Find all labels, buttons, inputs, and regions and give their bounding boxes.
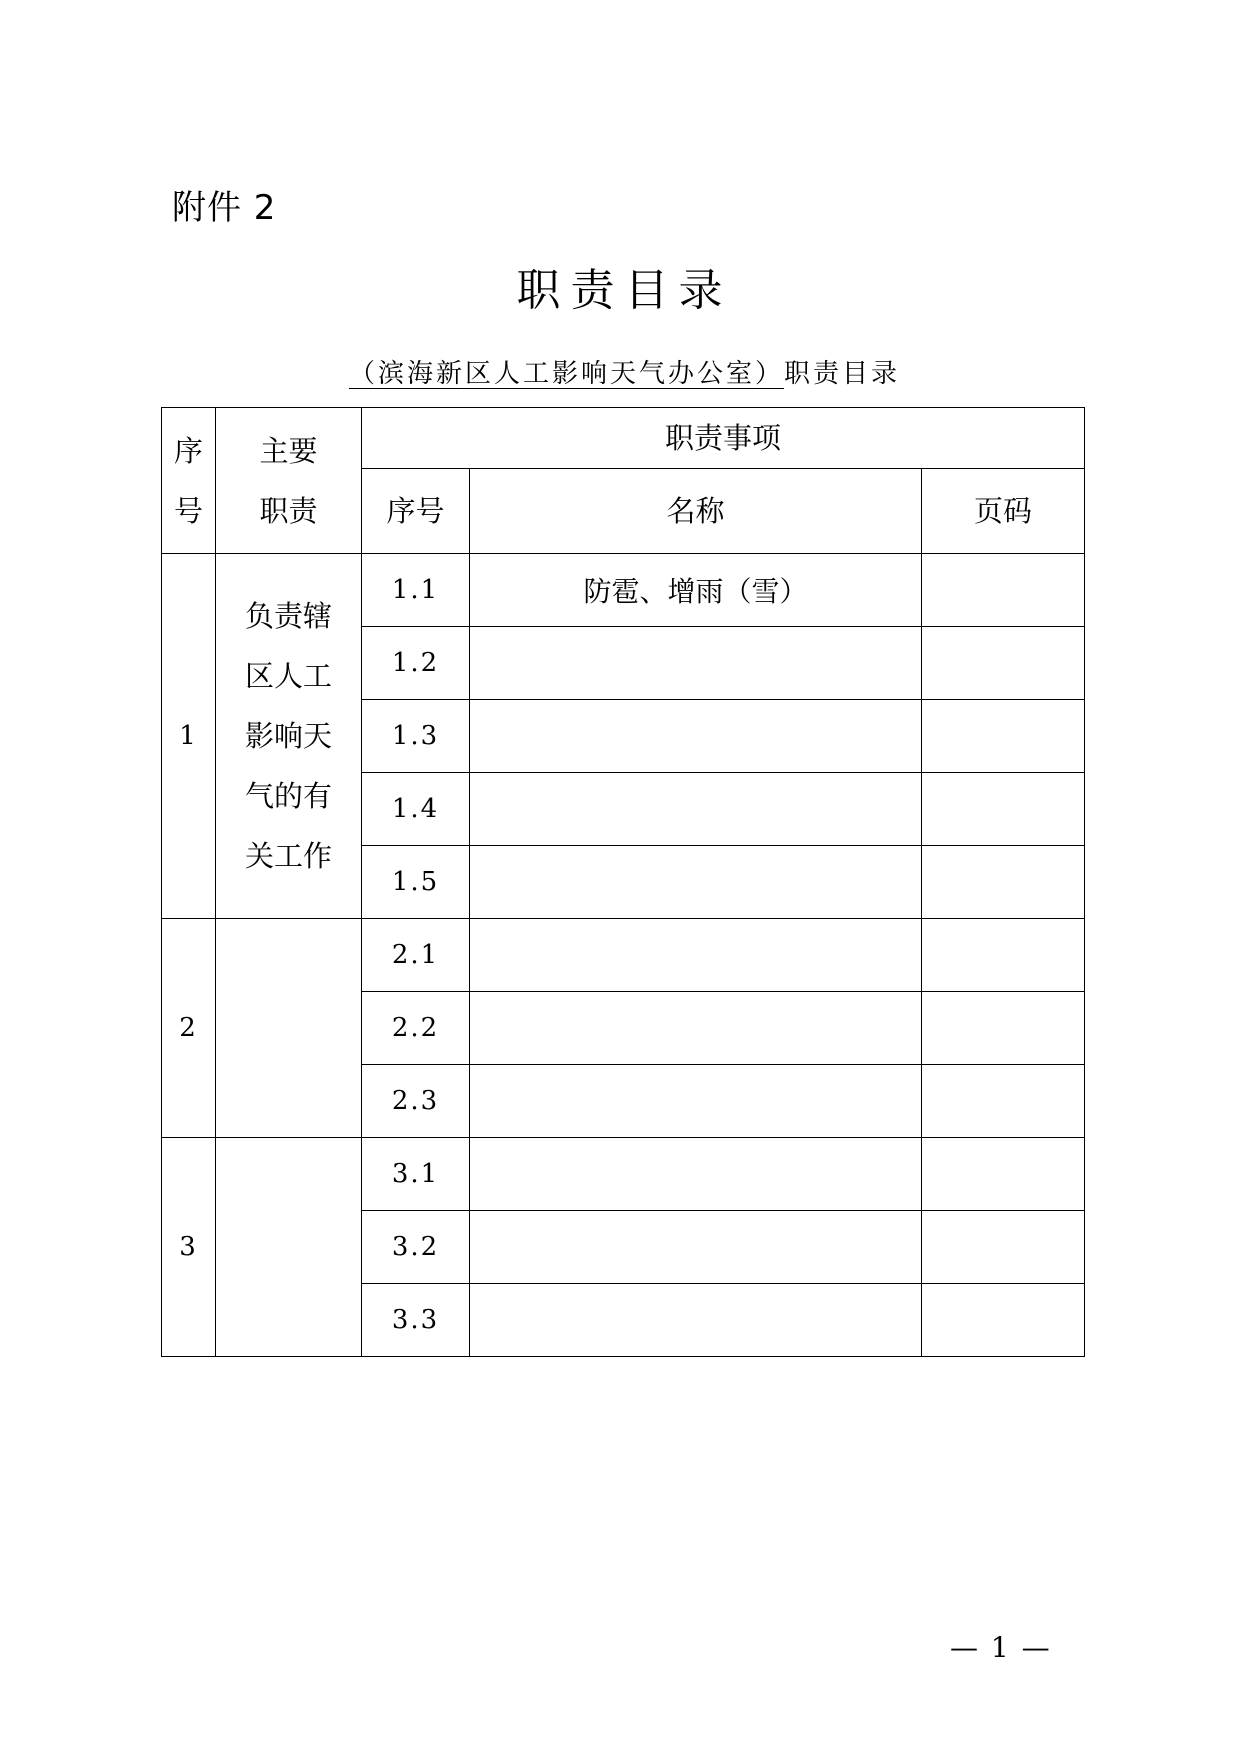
item-name xyxy=(470,992,922,1065)
item-seq: 3.2 xyxy=(362,1211,470,1284)
group-main-duty xyxy=(216,919,362,1138)
subtitle-suffix: 职责目录 xyxy=(784,359,901,389)
header-main-duty-text: 主要职责 xyxy=(259,433,318,528)
duty-table-header xyxy=(162,408,1085,554)
main-duty-text: 负责辖区人工影响天气的有关工作 xyxy=(244,599,332,873)
table-row xyxy=(162,554,1085,627)
document-title: 职责目录 xyxy=(516,265,733,316)
organization-name: （滨海新区人工影响天气办公室） xyxy=(348,359,784,389)
group-main-duty xyxy=(216,1138,362,1357)
item-seq: 1.4 xyxy=(362,773,470,846)
item-page xyxy=(922,846,1085,919)
page-number: — 1 — xyxy=(950,1631,1052,1664)
group-seq: 1 xyxy=(162,554,216,919)
item-seq: 2.2 xyxy=(362,992,470,1065)
item-name xyxy=(470,773,922,846)
item-page xyxy=(922,1211,1085,1284)
item-name xyxy=(470,846,922,919)
item-page xyxy=(922,1065,1085,1138)
item-name xyxy=(470,627,922,700)
item-name xyxy=(470,1284,922,1357)
item-seq: 2.1 xyxy=(362,919,470,992)
item-seq: 1.5 xyxy=(362,846,470,919)
table-row xyxy=(162,1138,1085,1211)
header-duty-items: 职责事项 xyxy=(362,408,1085,469)
header-item-name: 名称 xyxy=(470,469,922,554)
header-main-duty xyxy=(216,408,362,554)
item-seq: 2.3 xyxy=(362,1065,470,1138)
group-seq: 3 xyxy=(162,1138,216,1357)
item-seq: 3.1 xyxy=(362,1138,470,1211)
item-page xyxy=(922,1284,1085,1357)
header-page: 页码 xyxy=(922,469,1085,554)
item-name: 防雹、增雨（雪） xyxy=(470,554,922,627)
item-name xyxy=(470,1211,922,1284)
item-seq: 1.2 xyxy=(362,627,470,700)
group-main-duty xyxy=(216,554,362,919)
item-page xyxy=(922,992,1085,1065)
item-page xyxy=(922,1138,1085,1211)
item-seq: 1.3 xyxy=(362,700,470,773)
attachment-label: 附件 2 xyxy=(172,188,277,228)
item-page xyxy=(922,919,1085,992)
item-name xyxy=(470,919,922,992)
document-subtitle xyxy=(0,356,1241,392)
item-name xyxy=(470,1138,922,1211)
duty-table-body xyxy=(162,554,1085,1357)
item-page xyxy=(922,627,1085,700)
group-seq: 2 xyxy=(162,919,216,1138)
duty-table xyxy=(161,407,1085,1357)
header-seq-text: 序号 xyxy=(173,433,203,528)
header-seq xyxy=(162,408,216,554)
item-seq: 1.1 xyxy=(362,554,470,627)
item-seq: 3.3 xyxy=(362,1284,470,1357)
item-page xyxy=(922,554,1085,627)
item-page xyxy=(922,700,1085,773)
item-page xyxy=(922,773,1085,846)
header-item-seq: 序号 xyxy=(362,469,470,554)
item-name xyxy=(470,700,922,773)
table-row xyxy=(162,919,1085,992)
item-name xyxy=(470,1065,922,1138)
